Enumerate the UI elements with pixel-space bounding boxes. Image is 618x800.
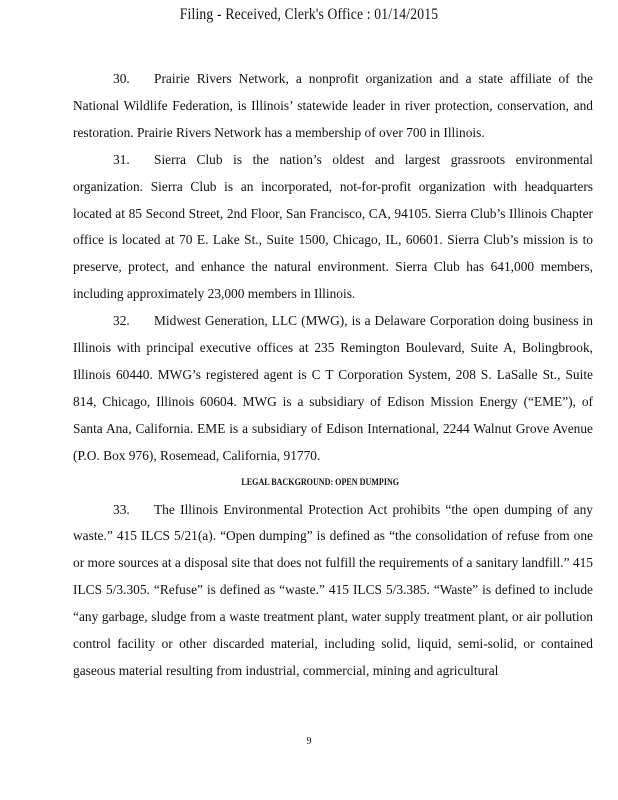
- paragraph-text: The Illinois Environmental Protection Act prohibits “the open dumping of any waste.” 415 ILCS 5/21(a). “Open dumping” is defined as “the consolidation of refuse from one or more sources at a disposal site that does not fulfill the requirements of a sanitary landfill.” 415 ILCS 5/3.305. “Refuse” is defined as “waste.” 415 ILCS 5/3.385. “Waste” is defined to include “any garbage, sludge from a waste treatment plant, water supply treatment plant, or air pollution control facility or other discarded material, including solid, liquid, semi-solid, or contained gaseous material resulting from industrial, commercial, mining and agricultural: [73, 501, 593, 678]
- section-heading: LEGAL BACKGROUND: OPEN DUMPING: [241, 477, 400, 488]
- paragraph-text: Sierra Club is the nation’s oldest and largest grassroots environmental organization. Sierra Club is an incorporated, not-for-profit organization with headquarters located at 85 Second Street, 2nd Floor, San Francisco, CA, 94105. Sierra Club’s Illinois Chapter office is located at 70 E. Lake St., Suite 1500, Chicago, IL, 60601. Sierra Club’s mission is to preserve, protect, and enhance the natural environment. Sierra Club has 641,000 members, including approximately 23,000 members in Illinois.: [73, 151, 593, 302]
- page-number: 9: [306, 736, 312, 747]
- paragraph-33: [73, 497, 593, 685]
- filing-header: Filing - Received, Clerk's Office : 01/14/2015: [179, 6, 439, 23]
- paragraph-number: 31.: [113, 151, 130, 167]
- paragraph-number: 33.: [113, 501, 130, 517]
- paragraph-32: [73, 308, 593, 469]
- paragraph-text: Prairie Rivers Network, a nonprofit organization and a state affiliate of the National Wildlife Federation, is Illinois’ statewide leader in river protection, conservation, and restoration. Prairie Rivers Network has a membership of over 700 in Illinois.: [73, 71, 593, 140]
- paragraph-number: 30.: [113, 71, 130, 86]
- paragraph-number: 32.: [113, 313, 130, 329]
- paragraph-30: [73, 66, 593, 147]
- document-body: [73, 66, 593, 685]
- paragraph-31: [73, 147, 593, 308]
- paragraph-text: Midwest Generation, LLC (MWG), is a Delaware Corporation doing business in Illinois with principal executive offices at 235 Remington Boulevard, Suite A, Bolingbrook, Illinois 60440. MWG’s registered agent is C T Corporation System, 208 S. LaSalle St., Suite 814, Chicago, Illinois 60604. MWG is a subsidiary of Edison Mission Energy (“EME”), of Santa Ana, California. EME is a subsidiary of Edison International, 2244 Walnut Grove Avenue (P.O. Box 976), Rosemead, California, 91770.: [73, 313, 593, 463]
